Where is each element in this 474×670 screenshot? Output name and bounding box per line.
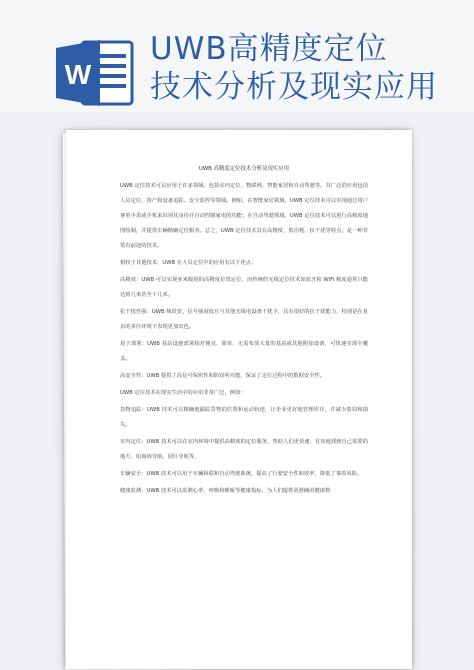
document-paragraph: 相较于其他技术，UWB 在人员定位中的应用有以下优点： — [120, 259, 257, 266]
header-banner — [0, 0, 474, 112]
document-paragraph: 货物追踪：UWB 技术可以精确地跟踪货物的位置和运动轨迹，让企业更好地管理库存，并减少盗窃和损失。 — [120, 406, 368, 428]
document-paragraph: 健康监测：UWB 技术可以监测心率、呼吸和睡眠等健康指标，为人们提供更准确的健康数 — [120, 488, 331, 494]
word-document-icon — [56, 38, 134, 108]
word-icon-letter: W — [64, 59, 92, 90]
document-paragraph: 易于部署：UWB 基站设施部署相对便宜、简单，无需布放大量的基站或其他附加设备，可快速实现全覆盖。 — [120, 340, 368, 362]
document-paragraph: 车辆安全：UWB 技术可以用于车辆和联和自动驾驶系统，提高了行驶安全性和效率，降低了事故风险。 — [120, 470, 363, 477]
banner-title-line-1: UWB高精度定位 — [150, 31, 388, 67]
document-content — [120, 162, 368, 501]
banner-title-line-2: 技术分析及现实应用 — [150, 69, 438, 105]
document-paragraph: 高精度：UWB 可以实现亚米级别的高精度位置定位，而传统的无线定位技术如蓝牙和 WiFi 精度通常只能达到几米甚至十几米。 — [120, 276, 368, 298]
document-paragraph: 高安全性：UWB 提供了高信号保密性和防窃听功能，保证了定位过程中的数据安全性。 — [120, 372, 326, 379]
document-paragraph: UWB 定位技术可以应用于许多领域，包括室内定位、物联网、智能家居和自动驾驶等。其广泛的应用包括人员定位、资产和设备追踪、安全监控等领域。例如，在智能家居领域，UWB 定位技术可以实现通过用户拿着手表或手机来识别其身份并自动控制家电的功能；在自动驾驶领域，UWB 定位技术可以进行高精度地图绘制，并提供车辆精确定位服务。总之，UWB 定位技术具有高精度、低功耗、抗干扰等特点，是一种非常有前途的技术。 — [120, 182, 368, 249]
document-paragraph: 抗干扰性强：UWB 频段宽，信号强度低且与其他无线电设备干扰少，具有很好的抗干扰能力，特别是在复杂的多径环境下表现更加出色。 — [120, 308, 368, 330]
document-paragraph: UWB 定位技术在现实生活中的应用非常广泛，例如： — [120, 389, 246, 396]
banner-title — [150, 30, 470, 106]
document-title: UWB 高精度定位技术分析及现实应用 — [198, 166, 290, 172]
document-paragraph: 室内定位：UWB 技术可以在室内环境中提供高精度的定位服务，帮助人们更快速、有效地找到自己需要的地方，如商场导航、园区导航等。 — [120, 438, 368, 460]
document-page — [66, 130, 412, 669]
